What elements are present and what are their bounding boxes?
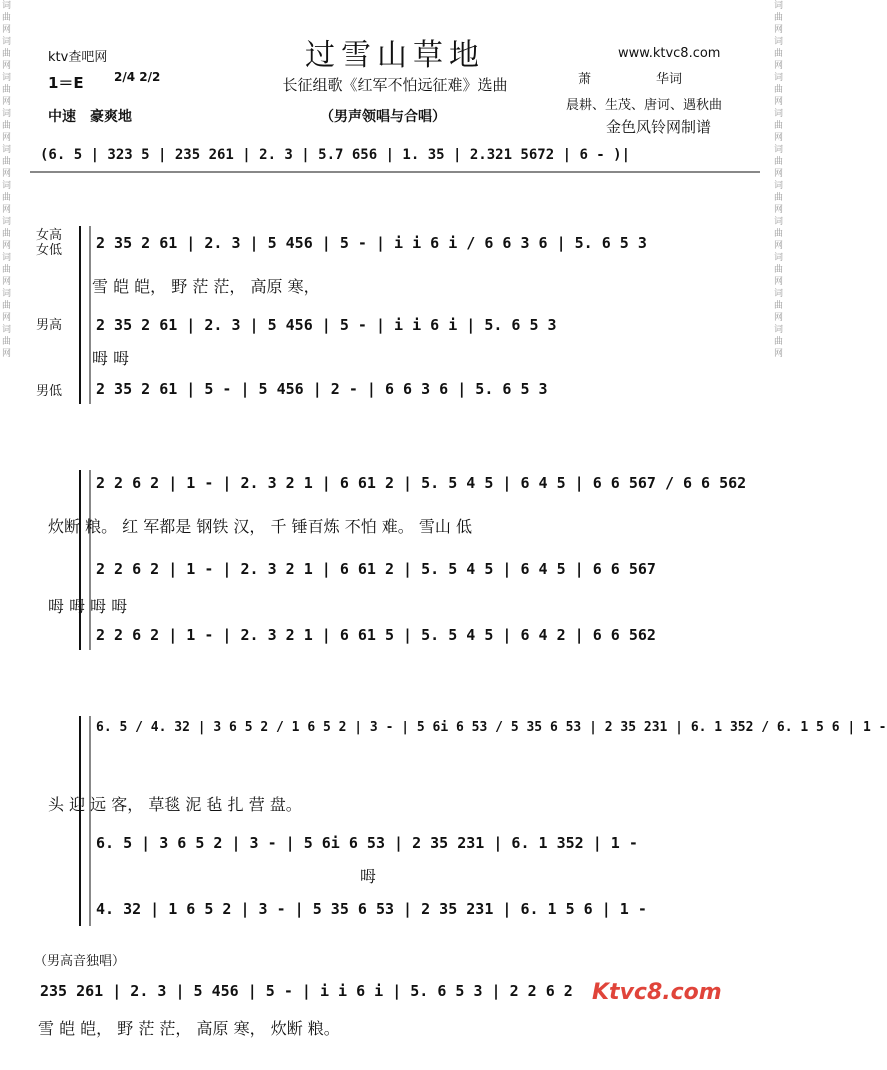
site-watermark: Ktvc8.com xyxy=(592,980,722,1005)
subtitle: 长征组歌《红军不怕远征难》选曲 xyxy=(282,76,508,94)
solo-label: （男高音独唱） xyxy=(34,954,126,969)
notes-row-2-2: 2 2 6 2 | 1 - | 2. 3 2 1 | 6 61 2 | 5. 5 4 5 | 6 4 5 | 6 6 567 xyxy=(96,560,656,578)
notes-row-2-1: 2 2 6 2 | 1 - | 2. 3 2 1 | 6 61 2 | 5. 5 4 5 | 6 4 5 | 6 6 567 / 6 6 562 xyxy=(96,474,747,492)
side-watermark-right: 词曲网词曲网词曲网词曲网词曲网词曲网词曲网词曲网词曲网词曲网 xyxy=(774,1,784,359)
intro-line: (6. 5 | 323 5 | 235 261 | 2. 3 | 5.7 656 | 1. 35 | 2.321 5672 | 6 - )| xyxy=(40,147,631,163)
lyrics-row-3-2: 呣 xyxy=(360,867,377,886)
notes-row-3-1: 6. 5 / 4. 32 | 3 6 5 2 / 1 6 5 2 | 3 - | 5 6i 6 53 / 5 35 6 53 | 2 35 231 | 6. 1 352 / 6. 1 5 6 | 1 - xyxy=(96,720,887,735)
lyrics-row-2-2: 呣 呣 呣 呣 xyxy=(48,597,128,616)
time-signature: 2/4 2/2 xyxy=(114,70,161,84)
voice-label-bass: 男低 xyxy=(36,384,63,399)
notes-row-4-1: 235 261 | 2. 3 | 5 456 | 5 - | i i 6 i | 5. 6 5 3 | 2 2 6 2 xyxy=(40,982,573,1000)
notes-row-3-3: 4. 32 | 1 6 5 2 | 3 - | 5 35 6 53 | 2 35 231 | 6. 1 5 6 | 1 - xyxy=(96,900,647,918)
lyrics-row-2-1: 炊断 粮。 红 军都是 钢铁 汉， 千 锤百炼 不怕 难。 雪山 低 xyxy=(48,517,472,536)
notes-row-1-2: 2 35 2 61 | 2. 3 | 5 456 | 5 - | i i 6 i | 5. 6 5 3 xyxy=(96,316,557,334)
site-right: www.ktvc8.com xyxy=(618,46,721,61)
site-left: ktv查吧网 xyxy=(48,50,108,65)
arranger: 金色风铃网制谱 xyxy=(606,118,712,136)
performance-note: （男声领唱与合唱） xyxy=(320,109,446,125)
notes-row-1-3: 2 35 2 61 | 5 - | 5 456 | 2 - | 6 6 3 6 | 5. 6 5 3 xyxy=(96,380,548,398)
lyrics-row-1-1: 雪 皑 皑， 野 茫 茫， 高原 寒， xyxy=(92,277,320,296)
voice-label-soprano-alto: 女高 女低 xyxy=(36,228,63,258)
notes-row-2-3: 2 2 6 2 | 1 - | 2. 3 2 1 | 6 61 5 | 5. 5 4 5 | 6 4 2 | 6 6 562 xyxy=(96,626,656,644)
lyricist: 萧 华词 xyxy=(578,72,683,87)
composers: 晨耕、生茂、唐诃、遇秋曲 xyxy=(566,98,723,113)
key-signature: 1＝E xyxy=(48,74,84,92)
notes-row-1-1: 2 35 2 61 | 2. 3 | 5 456 | 5 - | i i 6 i / 6 6 3 6 | 5. 6 5 3 xyxy=(96,234,647,252)
notes-row-3-2: 6. 5 | 3 6 5 2 | 3 - | 5 6i 6 53 | 2 35 231 | 6. 1 352 | 1 - xyxy=(96,834,638,852)
side-watermark-left: 词曲网词曲网词曲网词曲网词曲网词曲网词曲网词曲网词曲网词曲网 xyxy=(2,1,12,359)
lyrics-row-4-1: 雪 皑 皑， 野 茫 茫， 高原 寒， 炊断 粮。 xyxy=(38,1019,340,1038)
voice-label-tenor: 男高 xyxy=(36,318,63,333)
lyrics-row-3-1: 头 迎 远 客， 草毯 泥 毡 扎 营 盘。 xyxy=(48,795,302,814)
tempo-marking: 中速 豪爽地 xyxy=(48,109,132,125)
lyrics-row-1-2: 呣 呣 xyxy=(92,349,130,368)
song-title: 过雪山草地 xyxy=(305,38,485,73)
